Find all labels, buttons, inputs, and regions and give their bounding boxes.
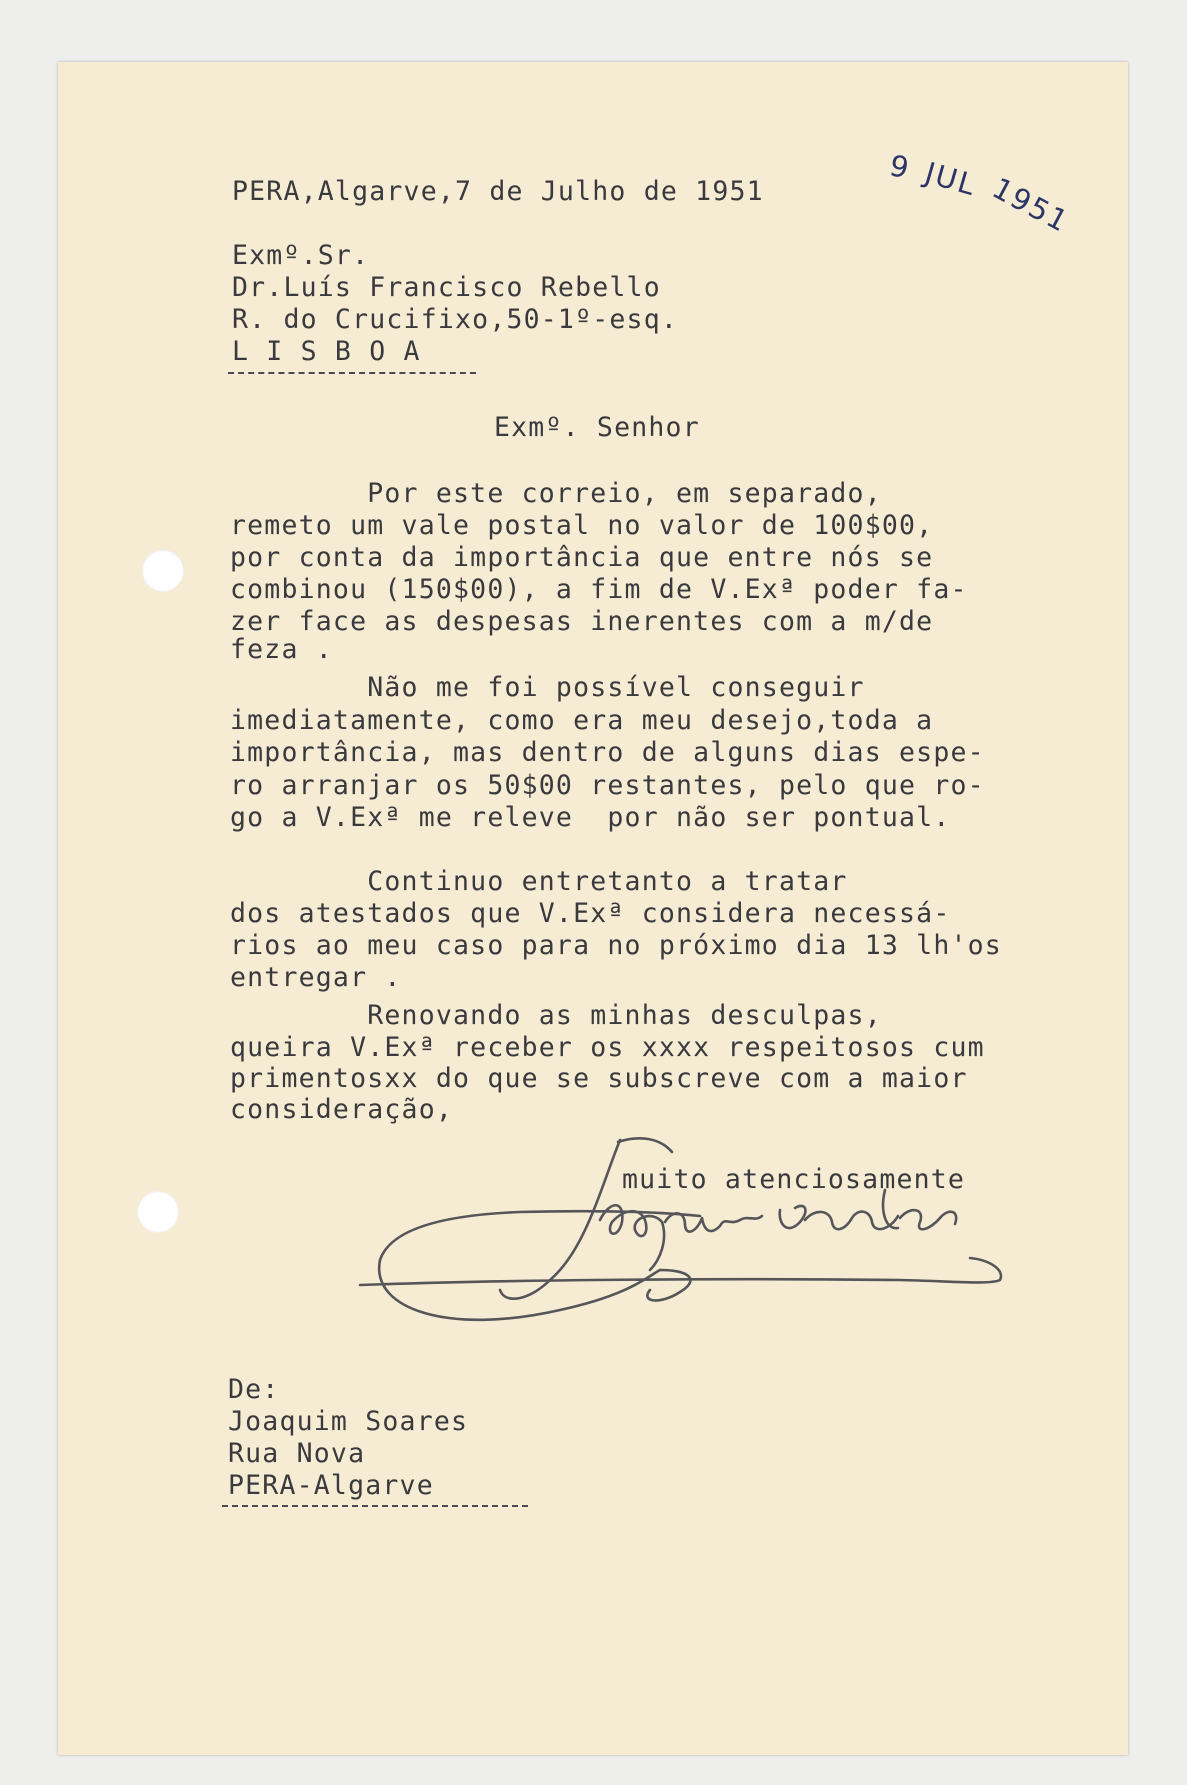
paragraph-1-line: zer face as despesas inerentes com a m/de	[230, 606, 934, 637]
paragraph-3-line: Continuo entretanto a tratar	[230, 866, 848, 897]
paragraph-2-line: Não me foi possível conseguir	[230, 672, 865, 703]
salutation: Exmº. Senhor	[494, 412, 700, 443]
sender-city-underline	[222, 1505, 528, 1507]
paragraph-2-line: imediatamente, como era meu desejo,toda a	[230, 705, 934, 736]
punch-hole-top	[142, 550, 184, 592]
recipient-city: L I S B O A	[232, 336, 421, 367]
punch-hole-bottom	[137, 1191, 179, 1233]
place-date: PERA,Algarve,7 de Julho de 1951	[232, 176, 764, 207]
paragraph-1-line: por conta da importância que entre nós se	[230, 542, 934, 573]
paragraph-2-line: importância, mas dentro de alguns dias espe-	[230, 737, 985, 768]
handwritten-signature	[300, 1130, 1060, 1350]
paragraph-1-line: Por este correio, em separado,	[230, 478, 882, 509]
paragraph-1-line: remeto um vale postal no valor de 100$00,	[230, 510, 934, 541]
paragraph-1-line: combinou (150$00), a fim de V.Exª poder fa-	[230, 574, 968, 605]
recipient-name: Dr.Luís Francisco Rebello	[232, 272, 661, 303]
stamp-day: 9	[886, 148, 914, 186]
sender-name: Joaquim Soares	[228, 1406, 469, 1437]
paragraph-3-line: entregar .	[230, 962, 402, 993]
closing: muito atenciosamente	[622, 1164, 966, 1195]
paragraph-4-line: primentosxx do que se subscreve com a maior	[230, 1063, 968, 1094]
sender-street: Rua Nova	[228, 1438, 366, 1469]
paragraph-4-line: consideração,	[230, 1094, 454, 1125]
recipient-title: Exmº.Sr.	[232, 240, 370, 271]
paragraph-4-line: queira V.Exª receber os xxxx respeitosos cum	[230, 1032, 985, 1063]
stamp-month: JUL	[921, 155, 981, 203]
paragraph-2-line: ro arranjar os 50$00 restantes, pelo que ro-	[230, 770, 985, 801]
paragraph-3-line: rios ao meu caso para no próximo dia 13 lh'os	[230, 930, 1002, 961]
paragraph-1-line: feza .	[230, 634, 333, 665]
paragraph-3-line: dos atestados que V.Exª considera necessá-	[230, 898, 951, 929]
recipient-street: R. do Crucifixo,50-1º-esq.	[232, 304, 679, 335]
paragraph-4-line: Renovando as minhas desculpas,	[230, 1000, 882, 1031]
recipient-city-underline	[228, 372, 476, 374]
stamp-year: 1951	[986, 170, 1076, 240]
paragraph-2-line: go a V.Exª me releve por não ser pontual.	[230, 802, 951, 833]
sender-city: PERA-Algarve	[228, 1470, 434, 1501]
sender-label: De:	[228, 1374, 280, 1405]
